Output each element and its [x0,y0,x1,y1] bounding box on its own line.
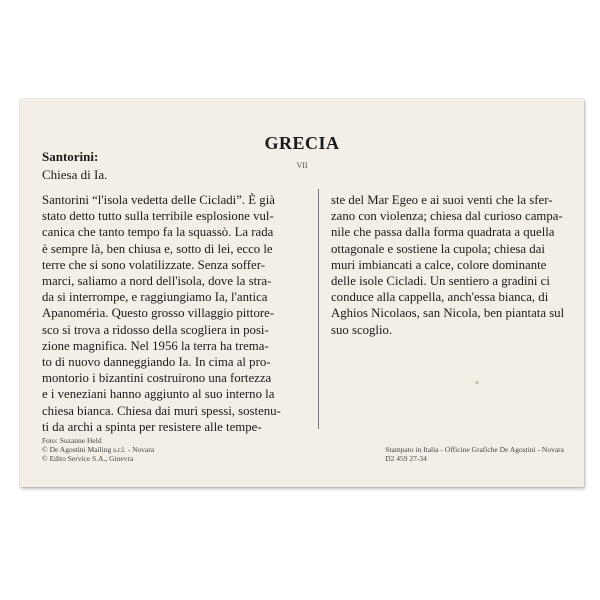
ink-smudge [475,381,479,384]
text-line: conduce alla cappella, anch'essa bianca, di [331,290,549,305]
text-line: stato detto tutto sulla terribile esplosione vul- [42,209,274,224]
text-line: zione magnifica. Nel 1956 la terra ha trema- [42,338,269,353]
text-line: ste del Mar Egeo e ai suoi venti che la sfer- [331,193,553,207]
printing-line: Stampato in Italia - Officine Grafiche De Agostini - Novara [385,445,564,454]
text-line: ti da archi a spinta per resistere alle tempe- [42,419,262,434]
text-line: da si interrompe, e raggiungiamo Ia, l'antica [42,290,268,305]
card-title: GRECIA [264,133,340,153]
text-line: ottagonale e sostiene la cupola; chiesa dai [331,241,545,256]
printing-code: D2 459 27-34 [385,454,427,463]
place-heading: Santorini: [42,149,99,164]
text-line: montorio i bizantini costruirono una fortezza [42,371,272,386]
postcard [20,99,584,487]
text-line: suo scoglio. [331,322,393,337]
text-line: chiesa bianca. Chiesa dai muri spessi, sostenu- [42,403,281,418]
column-divider [318,189,319,429]
text-line: Apanoméria. Questo grosso villaggio pittore- [42,306,275,321]
text-column-left [42,192,281,435]
text-line: e i veneziani hanno aggiunto al suo interno la [42,387,275,402]
text-line: muri imbiancati a calce, colore dominante [331,257,547,272]
text-line: Santorini “l'isola vedetta delle Cicladi”. È già [42,193,275,207]
text-line: marci, saliamo a nord dell'isola, dove la stra- [42,274,272,289]
text-line: canica che tanto tempo fa la squassò. La rada [42,225,274,240]
text-line: Aghios Nicolaos, san Nicola, ben piantata sul [331,306,565,321]
credit-line: © Edito Service S.A., Ginevra [42,454,134,463]
place-subheading: Chiesa di Ia. [42,167,108,182]
text-line: delle isole Cicladi. Un sentiero a gradini ci [331,274,550,289]
text-column-right [331,192,564,338]
text-line: sco si trova a ridosso della scogliera in posi- [42,322,269,337]
text-line: zano con violenza; chiesa dal curioso campa- [331,209,563,224]
printing-info [385,445,564,463]
text-line: è sempre là, ben chiusa e, sotto di lei, ecco le [42,241,273,256]
credit-line: Foto: Suzanne Held [42,436,102,445]
photo-credits [42,436,154,463]
text-line: terre che si sono volatilizzate. Senza soffer- [42,257,266,272]
text-line: nile che passa dalla forma quadrata a quella [331,225,555,240]
card-numeral: VII [296,161,308,170]
credit-line: © De Agostini Mailing s.r.l. - Novara [42,445,155,454]
text-line: to di nuovo danneggiando Ia. In cima al pro- [42,355,271,370]
